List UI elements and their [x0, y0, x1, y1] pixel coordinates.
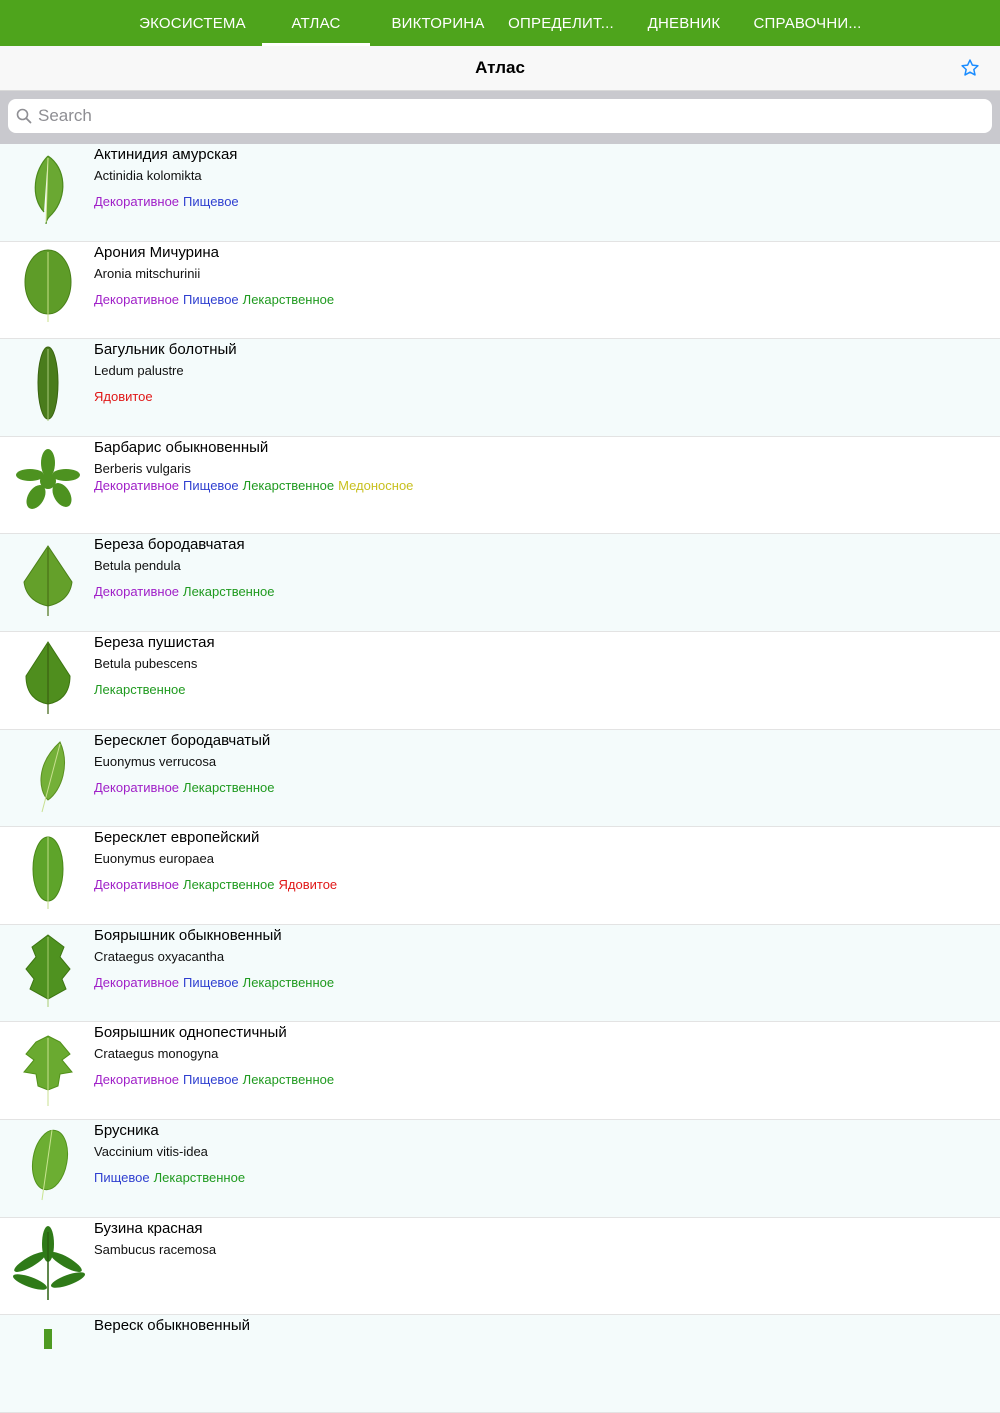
- plant-row[interactable]: [0, 730, 1000, 828]
- use-tag: Лекарственное: [242, 1072, 335, 1088]
- plant-name: Бересклет европейский: [94, 829, 260, 847]
- plant-name: Багульник болотный: [94, 341, 237, 359]
- plant-list: [0, 144, 1000, 1413]
- leaf-image: [8, 246, 88, 326]
- navigation-bar: [0, 46, 1000, 91]
- use-tag: Декоративное: [94, 194, 180, 209]
- use-tag: Лекарственное: [183, 877, 275, 893]
- use-tag: Лекарственное: [242, 974, 335, 990]
- plant-row[interactable]: [0, 925, 1000, 1023]
- plant-row[interactable]: [0, 437, 1000, 535]
- plant-row[interactable]: [0, 632, 1000, 730]
- use-tag: Пищевое: [94, 1169, 150, 1185]
- plant-latin-name: Vaccinium vitis-idea: [94, 1143, 208, 1159]
- tab-atlas[interactable]: АТЛАС: [262, 0, 370, 46]
- star-outline-icon: [960, 58, 980, 78]
- leaf-image: [8, 1319, 88, 1399]
- leaf-image: [8, 734, 88, 814]
- tab-diary[interactable]: ДНЕВНИК: [647, 14, 721, 32]
- use-tag: Пищевое: [183, 291, 239, 307]
- plant-latin-name: Betula pendula: [94, 558, 181, 574]
- use-tag: Пищевое: [183, 974, 239, 990]
- plant-name: Береза пушистая: [94, 633, 215, 651]
- plant-latin-name: Sambucus racemosa: [94, 1241, 217, 1257]
- use-tag: Пищевое: [183, 477, 239, 493]
- plant-tags: [94, 877, 364, 893]
- plant-tags: [94, 975, 364, 991]
- use-tag: Лекарственное: [94, 681, 186, 697]
- use-tag: Лекарственное: [183, 779, 275, 795]
- top-tab-bar: [0, 0, 1000, 46]
- plant-latin-name: Crataegus monogyna: [94, 1046, 219, 1062]
- plant-row[interactable]: [0, 1218, 1000, 1316]
- plant-row[interactable]: [0, 144, 1000, 242]
- use-tag: Декоративное: [94, 291, 180, 307]
- plant-row[interactable]: [0, 242, 1000, 340]
- use-tag: Лекарственное: [242, 291, 335, 307]
- plant-name: Боярышник однопестичный: [94, 1024, 287, 1042]
- plant-tags: [94, 194, 364, 210]
- plant-row[interactable]: [0, 339, 1000, 437]
- use-tag: Пищевое: [183, 194, 239, 209]
- leaf-image: [8, 148, 88, 228]
- plant-tags: [94, 1072, 364, 1088]
- favorites-button[interactable]: [958, 56, 982, 80]
- plant-latin-name: Berberis vulgaris: [94, 460, 191, 476]
- use-tag: Ядовитое: [94, 389, 153, 405]
- use-tag: Декоративное: [94, 974, 180, 990]
- plant-name: Вереск обыкновенный: [94, 1317, 251, 1335]
- plant-latin-name: Aronia mitschurinii: [94, 265, 201, 281]
- leaf-image: [8, 538, 88, 618]
- plant-row[interactable]: [0, 827, 1000, 925]
- use-tag: Декоративное: [94, 877, 180, 893]
- plant-row[interactable]: [0, 1120, 1000, 1218]
- plant-name: Арония Мичурина: [94, 243, 220, 261]
- search-field[interactable]: [8, 99, 992, 133]
- use-tag: Лекарственное: [153, 1169, 246, 1185]
- plant-row[interactable]: [0, 1315, 1000, 1413]
- plant-latin-name: Euonymus europaea: [94, 851, 214, 867]
- search-icon: [16, 108, 32, 124]
- leaf-image: [8, 929, 88, 1009]
- use-tag: Лекарственное: [183, 584, 275, 600]
- leaf-image: [8, 1222, 88, 1302]
- leaf-image: [8, 1026, 88, 1106]
- page-title: Атлас: [475, 58, 525, 77]
- plant-name: Бузина красная: [94, 1219, 203, 1237]
- plant-tags: [94, 477, 414, 494]
- plant-name: Боярышник обыкновенный: [94, 926, 282, 944]
- plant-name: Брусника: [94, 1121, 159, 1139]
- tab-ecosystem[interactable]: ЭКОСИСТЕМА: [139, 14, 246, 32]
- leaf-image: [8, 343, 88, 423]
- use-tag: Декоративное: [94, 779, 180, 795]
- use-tag: Лекарственное: [242, 477, 335, 493]
- search-input[interactable]: [38, 101, 968, 131]
- plant-latin-name: Ledum palustre: [94, 363, 184, 379]
- use-tag: Декоративное: [94, 477, 180, 493]
- plant-tags: [94, 1170, 364, 1186]
- plant-tags: [94, 389, 364, 405]
- plant-name: Бересклет бородавчатый: [94, 731, 271, 749]
- use-tag: Декоративное: [94, 584, 180, 600]
- use-tag: Декоративное: [94, 1072, 180, 1088]
- plant-latin-name: Actinidia kolomikta: [94, 168, 202, 183]
- plant-row[interactable]: [0, 1022, 1000, 1120]
- plant-tags: [94, 292, 364, 308]
- plant-row[interactable]: [0, 534, 1000, 632]
- plant-tags: [94, 780, 364, 796]
- plant-name: Барбарис обыкновенный: [94, 438, 269, 456]
- tab-identifier[interactable]: ОПРЕДЕЛИТ...: [508, 14, 614, 32]
- plant-name: Береза бородавчатая: [94, 536, 245, 554]
- use-tag: Пищевое: [183, 1072, 239, 1088]
- leaf-image: [8, 831, 88, 911]
- plant-tags: [94, 682, 364, 698]
- leaf-image: [8, 1124, 88, 1204]
- plant-latin-name: Euonymus verrucosa: [94, 753, 217, 769]
- search-bar: [0, 91, 1000, 144]
- use-tag: Медоносное: [338, 477, 414, 493]
- plant-name: Актинидия амурская: [94, 146, 238, 163]
- plant-latin-name: Betula pubescens: [94, 655, 198, 671]
- tab-quiz[interactable]: ВИКТОРИНА: [391, 14, 485, 32]
- plant-latin-name: Crataegus oxyacantha: [94, 948, 225, 964]
- tab-reference[interactable]: СПРАВОЧНИ...: [753, 14, 862, 32]
- leaf-image: [8, 441, 88, 521]
- plant-tags: [94, 584, 364, 600]
- leaf-image: [8, 636, 88, 716]
- use-tag: Ядовитое: [278, 877, 338, 893]
